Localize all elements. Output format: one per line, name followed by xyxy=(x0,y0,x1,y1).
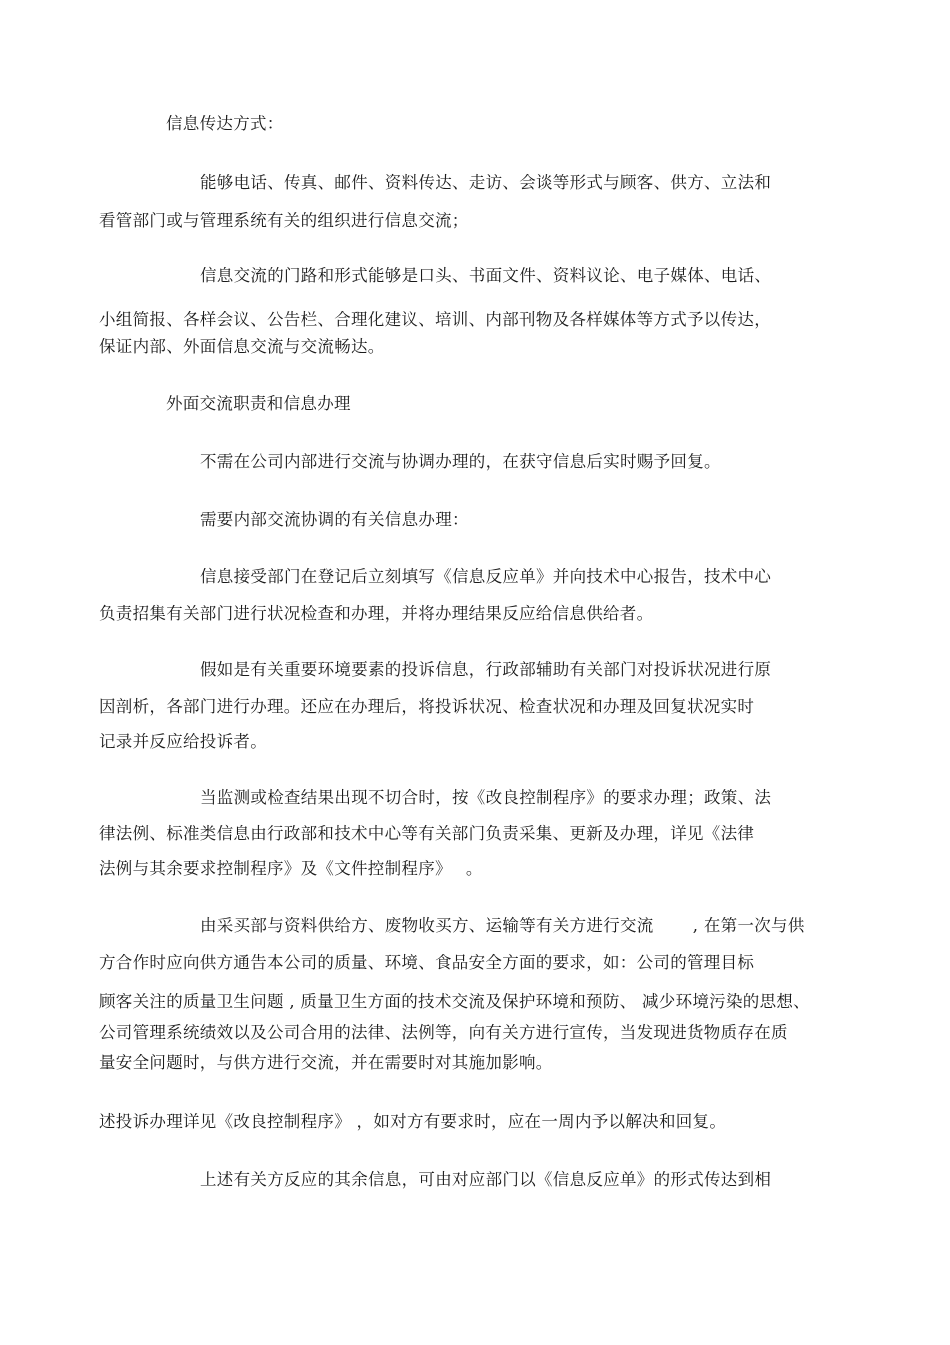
paragraph-line: 法例与其余要求控制程序》及《文件控制程序》 。 xyxy=(99,859,483,878)
paragraph-line: 看管部门或与管理系统有关的组织进行信息交流； xyxy=(99,211,469,230)
paragraph-line: 不需在公司内部进行交流与协调办理的，在获守信息后实时赐予回复。 xyxy=(200,452,721,471)
paragraph-line: 假如是有关重要环境要素的投诉信息，行政部辅助有关部门对投诉状况进行原 xyxy=(200,660,772,679)
paragraph-line: 上述有关方反应的其余信息，可由对应部门以《信息反应单》的形式传达到相 xyxy=(200,1170,772,1189)
section-heading-info-methods: 信息传达方式： xyxy=(166,114,284,133)
paragraph-line: 小组简报、各样会议、公告栏、合理化建议、培训、内部刊物及各样媒体等方式予以传达， xyxy=(99,310,771,329)
section-heading-external-communication: 外面交流职责和信息办理 xyxy=(166,394,351,413)
paragraph-line: 顾客关注的质量卫生问题 , 质量卫生方面的技术交流及保护环境和预防、 减少环境污染的思想、 xyxy=(99,992,810,1011)
paragraph-line: 因剖析，各部门进行办理。还应在办理后，将投诉状况、检查状况和办理及回复状况实时 xyxy=(99,697,755,716)
paragraph-line: 保证内部、外面信息交流与交流畅达。 xyxy=(99,337,385,356)
paragraph-line: 公司管理系统绩效以及公司合用的法律、法例等，向有关方进行宣传，当发现进货物质存在质 xyxy=(99,1023,788,1042)
paragraph-line: 信息接受部门在登记后立刻填写《信息反应单》并向技术中心报告，技术中心 xyxy=(200,567,772,586)
paragraph-line: 述投诉办理详见《改良控制程序》 ，如对方有要求时，应在一周内予以解决和回复。 xyxy=(99,1112,727,1131)
paragraph-line: 律法例、标准类信息由行政部和技术中心等有关部门负责采集、更新及办理，详见《法律 xyxy=(99,824,755,843)
paragraph-line: 当监测或检查结果出现不切合时，按《改良控制程序》的要求办理；政策、法 xyxy=(200,788,772,807)
paragraph-line: 方合作时应向供方通告本公司的质量、环境、食品安全方面的要求，如：公司的管理目标 xyxy=(99,953,755,972)
paragraph-line: 能够电话、传真、邮件、资料传达、走访、会谈等形式与顾客、供方、立法和 xyxy=(200,173,772,192)
paragraph-line: 记录并反应给投诉者。 xyxy=(99,732,267,751)
paragraph-line: 由采买部与资料供给方、废物收买方、运输等有关方进行交流 , 在第一次与供 xyxy=(200,916,805,935)
paragraph-line: 信息交流的门路和形式能够是口头、书面文件、资料议论、电子媒体、电话、 xyxy=(200,266,772,285)
paragraph-line: 负责招集有关部门进行状况检查和办理，并将办理结果反应给信息供给者。 xyxy=(99,604,654,623)
paragraph-line: 量安全问题时，与供方进行交流，并在需要时对其施加影响。 xyxy=(99,1053,553,1072)
paragraph-line: 需要内部交流协调的有关信息办理： xyxy=(200,510,469,529)
